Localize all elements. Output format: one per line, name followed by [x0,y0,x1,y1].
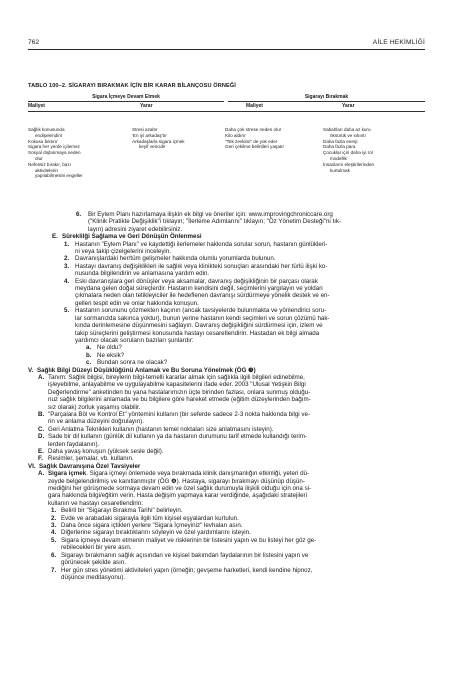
table-cell-line: endişelendirir [35,132,63,138]
section-heading: E. Süreklilği Sağlama ve Geri Dönüşün Önlenmesi [52,233,202,241]
table-cell-line: Nefessiz bırakır, bazı [28,161,71,167]
list-item: 5. Sigara içmeye devam etmenin maliyet ve risklerinin bir listesini yapın ve bu listeyi her göz ge- [51,536,317,544]
cells-continue-benefit [132,127,185,150]
list-item-continuation: gara hakkında bilgi/eğitim verin. Hasta değişim yapmaya karar verdiğinde, aşağıdaki stratejileri [48,492,307,500]
list-item-continuation: gelleri tespit edin ve onlar hakkında konuşun. [75,299,199,307]
list-item-continuation: işleyebilme, anlayabilme ve uygulayabilme kapasitelerini ifade eder. 2003 "Ulusal Yetişkin Bilgi [48,381,306,389]
list-item-continuation: lar sormanızda sakınca yoktur), bunun yerine hastanın kendi seçimleri ve sorun çözümü hak- [75,314,330,322]
table-cell-line: Çocuklar için daha iyi rol [323,150,373,156]
table-cell-line: aktivitelerin [35,167,58,173]
list-item: 3. Hastayı davranış değişiklikleri ile sağlık veya klinikteki sonuçları arasındaki her türlü ilişki ko- [64,262,328,270]
table-cell-line: Sağlık konusunda [28,127,65,132]
column-header-benefit-quit: Yarar [342,103,355,109]
list-item-continuation: zeyde belgelendirilmiş ve kanıtlanmıştır (ÖG ❹). Hastaya, sigarayı bırakmayı düşünüp düşün- [48,477,305,485]
list-item: A. Sigara içmek. Sigara içmeyi önlemede veya bırakmada klinik danışmanlığın etkinliği, yeteri dü- [38,470,310,478]
section-heading: VI. Sağlık Davranışına Özel Tavsiyeler [28,462,141,470]
list-item-continuation: kında derinlemesine düşünmesini sağlayın. Davranış değişikliğini sürdürmesi için, izlem ve [75,322,323,330]
list-item: 7. Her gün stres yönetimi aktiviteleri yapın (örneğin; gevşeme harketleri, kendi kendine hipnoz, [51,566,313,574]
list-item-continuation: çıkmalara neden olan tetikleyiciler ile hedeflenen davranışı sürdürmeye yönelik destek ve en- [75,292,330,300]
list-item-continuation: layın) adresini ziyaret edebilirsiniz. [88,225,183,233]
running-header [28,39,425,49]
list-item-continuation: ("Klinik Pratikte Değişiklik"i tıklayın; "İlerleme Adımlarını" tıklayın; "Öz Yönetim Desteği"ni tık- [88,218,342,226]
list-item-continuation: lerden faydalanın). [48,440,100,448]
page-number: 762 [28,39,40,46]
table-cell-line: Sigara her yerde içilemez [28,144,80,150]
list-item: 4. Eski davranışlara geri dönüşler veya aksamalar, davranış değişikliğinin bir parçası olarak [64,277,318,285]
list-item: E. Daha yavaş konuşun (yüksek sesle değil). [38,448,164,455]
table-cell-line: "Tek zevkimi" de yok eder [225,138,278,144]
sub-item: a. Ne oldu? [86,344,122,352]
header-rule [28,49,425,50]
table-cell-line: Arkadaşlarla sigara içmek [132,138,185,144]
cells-quit-benefit [323,127,374,173]
list-item-continuation: takip süreçlerini geliştirmesi konusunda hastayı cesaretlendirin. Hastadan ek bilgi almada [75,329,320,337]
list-item-continuation: kullanın ve hastayı cesaretlendirin: [48,499,143,507]
table-caption: TABLO 100–2. SİGARAYI BIRAKMAK İÇİN BİR KARAR BİLANÇOSU ÖRNEĞİ [28,83,236,89]
list-item-continuation: Değerlendirme" anketinden bu yana hastalarımızın üçte birinden fazlası, onlara sunmuş olduğu- [48,388,311,396]
table-cell-line: Kilo aldırır [225,132,246,138]
list-item: 1. Hastanın "Eylem Planı" ve kaydettiği ilerlemeler hakkında sorular sorun, hastanın günlükleri- [64,240,328,248]
list-item: 1. Belirli bir "Sigarayı Bırakma Tarihi" belirleyin. [51,507,183,515]
sub-item: b. Ne eksik? [86,351,125,359]
table-cell-line: kurtulmak [330,167,350,173]
body-text [28,211,425,581]
group-rule-quit [228,101,425,102]
table-cell-line: Kokusu bıktırır [28,138,58,144]
list-item-continuation: yardımcı olacak soruların bazıları şunlardır: [75,336,194,344]
table-cell-line: 'En iyi arkadaş'tır [132,132,167,138]
list-item: F. Resimler, şemalar, vb. kullanın. [38,455,134,463]
list-item-continuation: düşünce meditasyonu). [61,573,125,581]
table-cell-line: Daha fazla enerji [323,138,358,144]
column-header-cost: Maliyet [28,103,45,109]
column-header-benefit: Yarar [140,103,153,109]
table-cell-line: öksürük ve sıkıntı [330,132,366,138]
list-item: 2. Davranışlardaki her/tüm gelişmeler hakkında olumlu yorumlarda bulunun. [64,255,276,263]
list-item-continuation: ni veya takip çizelgelerini inceleyin. [75,248,171,256]
group-header-quit: Sigarayı Bırakmak [304,94,349,100]
list-item-continuation: sız olarak) zorluk yaşamış olabilir. [48,403,141,411]
list-item: 4. Diğerlerine sigarayı bıraktıklarını söyleyin ve özel yardımlarını isteyin. [51,529,251,537]
column-header-rule [28,111,425,112]
list-item-continuation: görünecek şekilde asın. [61,559,127,567]
section-heading: V. Sağlık Bilgi Düzeyi Düşüklüğünü Anlamak ve Bu Soruna Yönelmek (ÖG ❸) [28,366,256,374]
list-item: B. "Parçalara Böl ve Kontrol Et" yöntemini kullanın (bir seferde sadece 2-3 nokta hakkında bilgi ve- [38,410,310,418]
list-item: A. Tanım: Sağlık bilgisi, bireylerin bilgi-temelli kararlar almak için sağlıkla ilgili bilgileri edinebilme, [38,373,305,381]
decision-balance-table [28,94,425,198]
table-cell-line: Daha fazla para [323,144,356,150]
list-item: 3. Daha önce sigara içtikleri yerlere "Sigara İçmeyiniz" levhaları asın. [51,522,243,530]
list-item-continuation: nusunda bilgilendirin ve anlamasına yardım edin. [75,270,210,278]
list-item-continuation: rebilecekleri bir yere asın. [61,544,132,552]
chapter-title: AİLE HEKİMLİĞİ [372,39,425,46]
list-item: 6. Sigarayı bırakmanın sağlık açısından ve kişisel bakımdan faydalarının bir listesini yapın ve [51,551,309,559]
column-header-cost-quit: Maliyet [246,103,263,109]
sub-item: c. Bundan sonra ne olacak? [86,359,168,367]
list-item-continuation: mediğini her görüşmede sormaya devam edin ve özel sağlık durumuyla ilişkili olduğu için ona si- [48,485,312,493]
table-cell-line: modellik [330,155,347,161]
table-cell-line: Stresi azaltır [132,127,158,132]
table-cell-line: Sosyal dışlanmaya neden [28,150,81,156]
table-cell-line: yapılabilmesini engeller [35,173,83,179]
table-cell-line: keyif vericidir [139,144,166,150]
list-item: D. Sade bir dil kullanın (günlük dil kullanın ya da hastanın durumunu tarif etmede kullandığı terim- [38,433,307,441]
list-item-continuation: nuz sağlık bilgilerini anlamada ve bu bilgilere göre hareket etmede (eğitim düzeylerinden bağım- [48,396,311,404]
table-cell-line: Daha çok strese neden olur [225,127,282,132]
table-cell-line: İnsanların eleştirilerinden [323,161,375,167]
group-rule-continue [28,101,224,102]
table-cell-line: olur [35,155,43,161]
list-item: 5. Hastanın sorununu çözmekten kaçının (ancak tavsiyelerde bulunmakta ve yönlendirici soru- [64,307,327,315]
cells-quit-cost [225,127,284,150]
list-item: 2. Evde ve arabadaki sigarayla ilgili tüm kişisel eşyalardan kurtulun. [51,514,239,522]
list-item-continuation: meydana gelen doğal süreçlerdir. Hastanın kendisini değil, seçimlerini yargılayın ve yoldan [75,285,323,293]
group-header-continue: Sigara İçmeye Devam Etmek [92,94,160,100]
list-item: 6. Bir Eylem Planı hazırlamaya ilişkin ek bilgi ve öneriler için: www.improvingchroniccare.org [76,211,333,218]
table-cell-line: Geri çekilme belirtileri yaşatır [225,144,284,150]
cells-continue-cost [28,127,83,179]
table-cell-line: Sabahları daha az kuru [323,127,371,132]
list-item: C. Geri Anlatma Teknikleri kullanın (hastanın temel noktaları size anlatmasını isteyin). [38,425,274,433]
list-item-continuation: rin ve anlama düzeyini doğrulayın). [48,418,144,426]
